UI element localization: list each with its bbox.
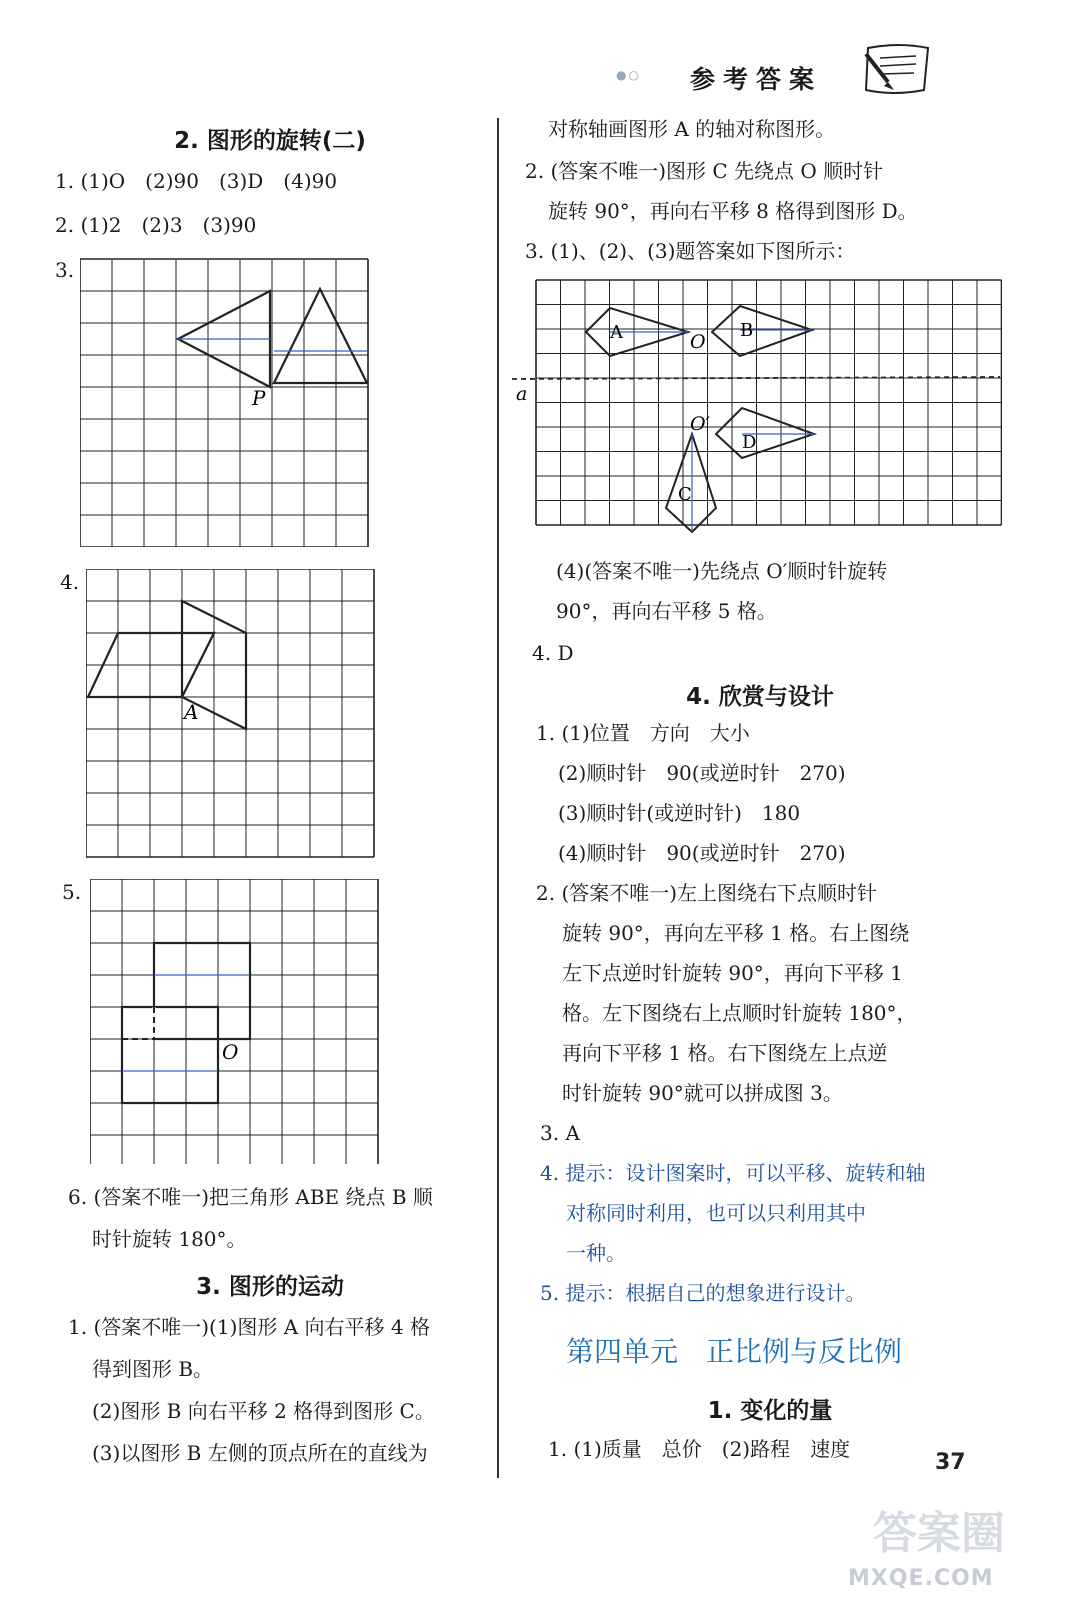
square-original xyxy=(154,943,250,1039)
answer-q6-line1: 6. (答案不唯一)把三角形 ABE 绕点 B 顺 xyxy=(68,1185,433,1209)
watermark-logo xyxy=(865,1478,1055,1578)
shape-c xyxy=(666,434,716,532)
column-divider xyxy=(497,118,499,1478)
label-o: O xyxy=(222,1040,239,1064)
answer-q2: 2. (1)2 (2)3 (3)90 xyxy=(55,213,257,237)
s41-q1: 1. (1)质量 总价 (2)路程 速度 xyxy=(548,1437,851,1461)
grid-figure-q5 xyxy=(90,879,380,1164)
label-fig-c: C xyxy=(678,484,692,505)
s3-answer-q1-line3: (2)图形 B 向右平移 2 格得到图形 C。 xyxy=(92,1399,435,1423)
answer-q4-number: 4. xyxy=(60,570,80,594)
s4-q2-line5: 再向下平移 1 格。右下图绕左上点逆 xyxy=(562,1041,888,1065)
grid-figure-r-q3 xyxy=(512,278,1002,548)
grid-figure-q3 xyxy=(80,257,380,547)
label-point-o: O xyxy=(690,331,706,353)
s4-q2-line3: 左下点逆时针旋转 90°，再向下平移 1 xyxy=(562,961,903,985)
s3-answer-q1-line2: 得到图形 B。 xyxy=(92,1357,214,1381)
r-answer-q3-4-line2: 90°，再向右平移 5 格。 xyxy=(556,599,777,623)
answer-q6-line2: 时针旋转 180°。 xyxy=(92,1227,247,1251)
s4-q5: 5. 提示：根据自己的想象进行设计。 xyxy=(540,1281,866,1305)
header-title: 参考答案 xyxy=(690,65,823,94)
scroll-pencil-icon xyxy=(858,40,938,100)
r-answer-q4: 4. D xyxy=(532,641,574,665)
page-number: 37 xyxy=(935,1450,966,1475)
s4-q3: 3. A xyxy=(540,1121,580,1145)
r-answer-q2-line2: 旋转 90°，再向右平移 8 格得到图形 D。 xyxy=(548,199,918,223)
s4-q1-line4: (4)顺时针 90(或逆时针 270) xyxy=(558,841,846,865)
answer-q5-number: 5. xyxy=(62,880,82,904)
r-answer-q3-4-line1: (4)(答案不唯一)先绕点 O′顺时针旋转 xyxy=(556,559,888,583)
label-fig-b: B xyxy=(740,320,754,341)
section-title-changing-quantities: 1. 变化的量 xyxy=(707,1398,833,1424)
label-fig-a: A xyxy=(610,322,623,343)
s4-q4-line3: 一种。 xyxy=(566,1241,626,1265)
s4-q2-line4: 格。左下图绕右上点顺时针旋转 180°， xyxy=(562,1001,917,1025)
section-title-appreciation: 4. 欣赏与设计 xyxy=(686,684,834,710)
svg-text:答案圈: 答案圈 xyxy=(873,1508,1005,1559)
label-a: A xyxy=(184,700,199,724)
shape-d xyxy=(716,408,814,458)
watermark-url: MXQE.COM xyxy=(848,1566,994,1591)
s4-q2-line1: 2. (答案不唯一)左上图绕右下点顺时针 xyxy=(536,881,878,905)
s4-q4-line2: 对称同时利用，也可以只利用其中 xyxy=(566,1201,866,1225)
s4-q1-line2: (2)顺时针 90(或逆时针 270) xyxy=(558,761,846,785)
s4-q1-line3: (3)顺时针(或逆时针) 180 xyxy=(558,801,801,825)
s3-answer-q1-line4: (3)以图形 B 左侧的顶点所在的直线为 xyxy=(92,1441,428,1465)
r-continuation: 对称轴画图形 A 的轴对称图形。 xyxy=(548,117,836,141)
label-p: P xyxy=(252,386,266,410)
section-title-motion: 3. 图形的运动 xyxy=(196,1274,344,1300)
label-fig-d: D xyxy=(742,432,757,453)
square-rotated xyxy=(122,1007,218,1103)
label-axis-a: a xyxy=(516,383,528,405)
section-title-rotation-2: 2. 图形的旋转(二) xyxy=(174,128,366,154)
r-answer-q3: 3. (1)、(2)、(3)题答案如下图所示： xyxy=(525,239,856,263)
unit-four-title: 第四单元 正比例与反比例 xyxy=(566,1335,903,1368)
grid-figure-q4 xyxy=(86,569,376,859)
s4-q2-line6: 时针旋转 90°就可以拼成图 3。 xyxy=(562,1081,843,1105)
s3-answer-q1-line1: 1. (答案不唯一)(1)图形 A 向右平移 4 格 xyxy=(68,1315,430,1339)
answer-q1: 1. (1)O (2)90 (3)D (4)90 xyxy=(55,169,338,193)
label-point-o-prime: O′ xyxy=(690,413,710,435)
s4-q1-line1: 1. (1)位置 方向 大小 xyxy=(536,721,750,745)
header-dots: ●○ xyxy=(616,68,641,82)
answer-q3-number: 3. xyxy=(55,258,75,282)
shape-b xyxy=(712,306,812,356)
s4-q4-line1: 4. 提示：设计图案时，可以平移、旋转和轴 xyxy=(540,1161,926,1185)
triangle-rotated xyxy=(274,289,367,383)
s4-q2-line2: 旋转 90°，再向左平移 1 格。右上图绕 xyxy=(562,921,910,945)
r-answer-q2-line1: 2. (答案不唯一)图形 C 先绕点 O 顺时针 xyxy=(525,159,884,183)
